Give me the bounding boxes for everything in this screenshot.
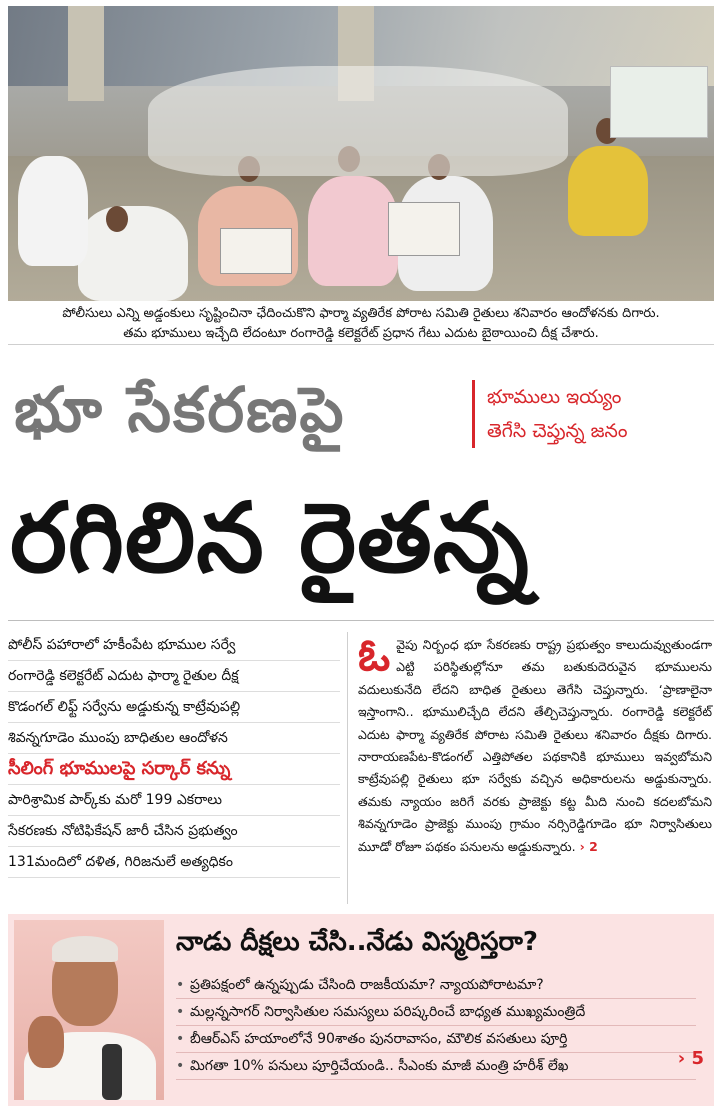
photo-person xyxy=(18,156,88,266)
story-text: వైపు నిర్బంధ భూ సేకరణకు రాష్ట్ర ప్రభుత్వం కాలుదువ్వుతుండగా ఎట్టి పరిస్థితుల్లోనూ తమ బతుకుదెరువైన భూములను వదులుకునేది లేదని బాధిత రైతులు తెగేసి చెప్తున్నారు. ‘ప్రాణాలైనా ఇస్తాంగాని.. భూములిచ్చేది లేదని తేల్చిచెప్తున్నారు. రంగారెడ్డి కలెక్టరేట్ ఎదుట ఫార్మా వ్యతిరేక పోరాట సమితి రైతులు శనివారం దీక్షకు దిగారు. నారాయణపేట-కొడంగల్ ఎత్తిపోతల పథకానికి భూములు ఇవ్వబోమని కాట్రేవుపల్లి రైతులు భూ సర్వేకు వచ్చిన అధికారులను అడ్డుకున్నారు. తమకు న్యాయం జరిగే వరకు ప్రాజెక్టు కట్ట మీది నుంచి కదలబోమని శివన్నగూడెం ప్రాజెక్టు ముంపు గ్రామం నర్సిరెడ్డిగూడెం భూ నిర్వాసితులు మూడో రోజూ పథకం పనులను అడ్డుకున్నారు. xyxy=(358,637,712,854)
kicker xyxy=(472,380,717,448)
politician-photo xyxy=(14,920,164,1100)
photo-caption xyxy=(8,304,714,345)
box-point: • ప్రతిపక్షంలో ఉన్నప్పుడు చేసింది రాజకీయమా? న్యాయపోరాటమా? xyxy=(176,972,696,999)
caption-line-2: తమ భూములు ఇచ్చేది లేదంటూ రంగారెడ్డి కలెక్టరేట్ ప్రధాన గేటు ఎదుట బైఠాయించి దీక్ష చేశారు. xyxy=(123,326,599,341)
protest-placard xyxy=(388,202,460,256)
headline-line-1: భూ సేకరణపై xyxy=(14,373,346,446)
box-point: • బీఆర్ఎస్ హయాంలోనే 90శాతం పునరావాసం, మౌలిక వసతులు పూర్తి xyxy=(176,1026,696,1053)
highlight-item: పారిశ్రామిక పార్క్‌కు మరో 199 ఎకరాలు xyxy=(8,785,340,816)
photo-hand xyxy=(28,1016,64,1068)
continued-page-marker[interactable]: › 2 xyxy=(579,838,598,854)
photo-person xyxy=(78,206,188,301)
highlight-item: సేకరణకు నోటిఫికేషన్ జారీ చేసిన ప్రభుత్వం xyxy=(8,816,340,847)
related-story-box xyxy=(8,914,714,1106)
highlight-item: రంగారెడ్డి కలెక్టరేట్ ఎదుట ఫార్మా రైతుల దీక్ష xyxy=(8,661,340,692)
highlights-list xyxy=(8,630,340,878)
highlight-item: కొడంగల్ లిఫ్ట్ సర్వేను అడ్డుకున్న కాట్రేవుపల్లి xyxy=(8,692,340,723)
photo-hair xyxy=(52,936,118,962)
protest-photo xyxy=(8,6,714,301)
highlight-item: 131మందిలో దళిత, గిరిజనులే అత్యధికం xyxy=(8,847,340,878)
kicker-line-2: తెగేసి చెప్తున్న జనం xyxy=(487,420,628,442)
protest-placard xyxy=(220,228,292,274)
photo-signboard xyxy=(610,66,708,138)
box-point: • మిగతా 10% పనులు పూర్తిచేయండి.. సీఎంకు మాజీ మంత్రి హరీశ్ లేఖ xyxy=(176,1053,696,1080)
highlight-item: పోలీస్ పహారాలో హకీంపేట భూముల సర్వే xyxy=(8,630,340,661)
highlight-item: శివన్నగూడెం ముంపు బాధితుల ఆందోళన xyxy=(8,723,340,754)
photo-person xyxy=(568,146,648,236)
caption-line-1: పోలీసులు ఎన్ని అడ్డంకులు సృష్టించినా ఛేదించుకొని ఫార్మా వ్యతిరేక పోరాట సమితి రైతులు శనివారం ఆందోళనకు దిగారు. xyxy=(62,306,660,321)
box-headline: నాడు దీక్షలు చేసి..నేడు విస్మరిస్తరా? xyxy=(176,927,538,957)
photo-pillar xyxy=(68,6,104,101)
highlight-subhead: సీలింగ్ భూములపై సర్కార్ కన్ను xyxy=(8,754,340,785)
continued-page-marker[interactable]: › 5 xyxy=(677,1048,704,1069)
box-point: • మల్లన్నసాగర్ నిర్వాసితుల సమస్యలు పరిష్కరించే బాధ్యత ముఖ్యమంత్రిదే xyxy=(176,999,696,1026)
photo-crowd xyxy=(148,66,568,176)
photo-person xyxy=(308,176,398,286)
box-points xyxy=(176,972,696,1080)
drop-cap: ఓ xyxy=(358,630,391,681)
divider xyxy=(8,620,714,621)
story-body xyxy=(358,630,712,858)
column-divider xyxy=(347,632,348,904)
microphone-icon xyxy=(102,1044,122,1100)
headline-line-2: రగిలిన రైతన్న xyxy=(10,482,530,594)
photo-person-head xyxy=(106,206,128,232)
kicker-line-1: భూములు ఇయ్యం xyxy=(487,386,622,408)
